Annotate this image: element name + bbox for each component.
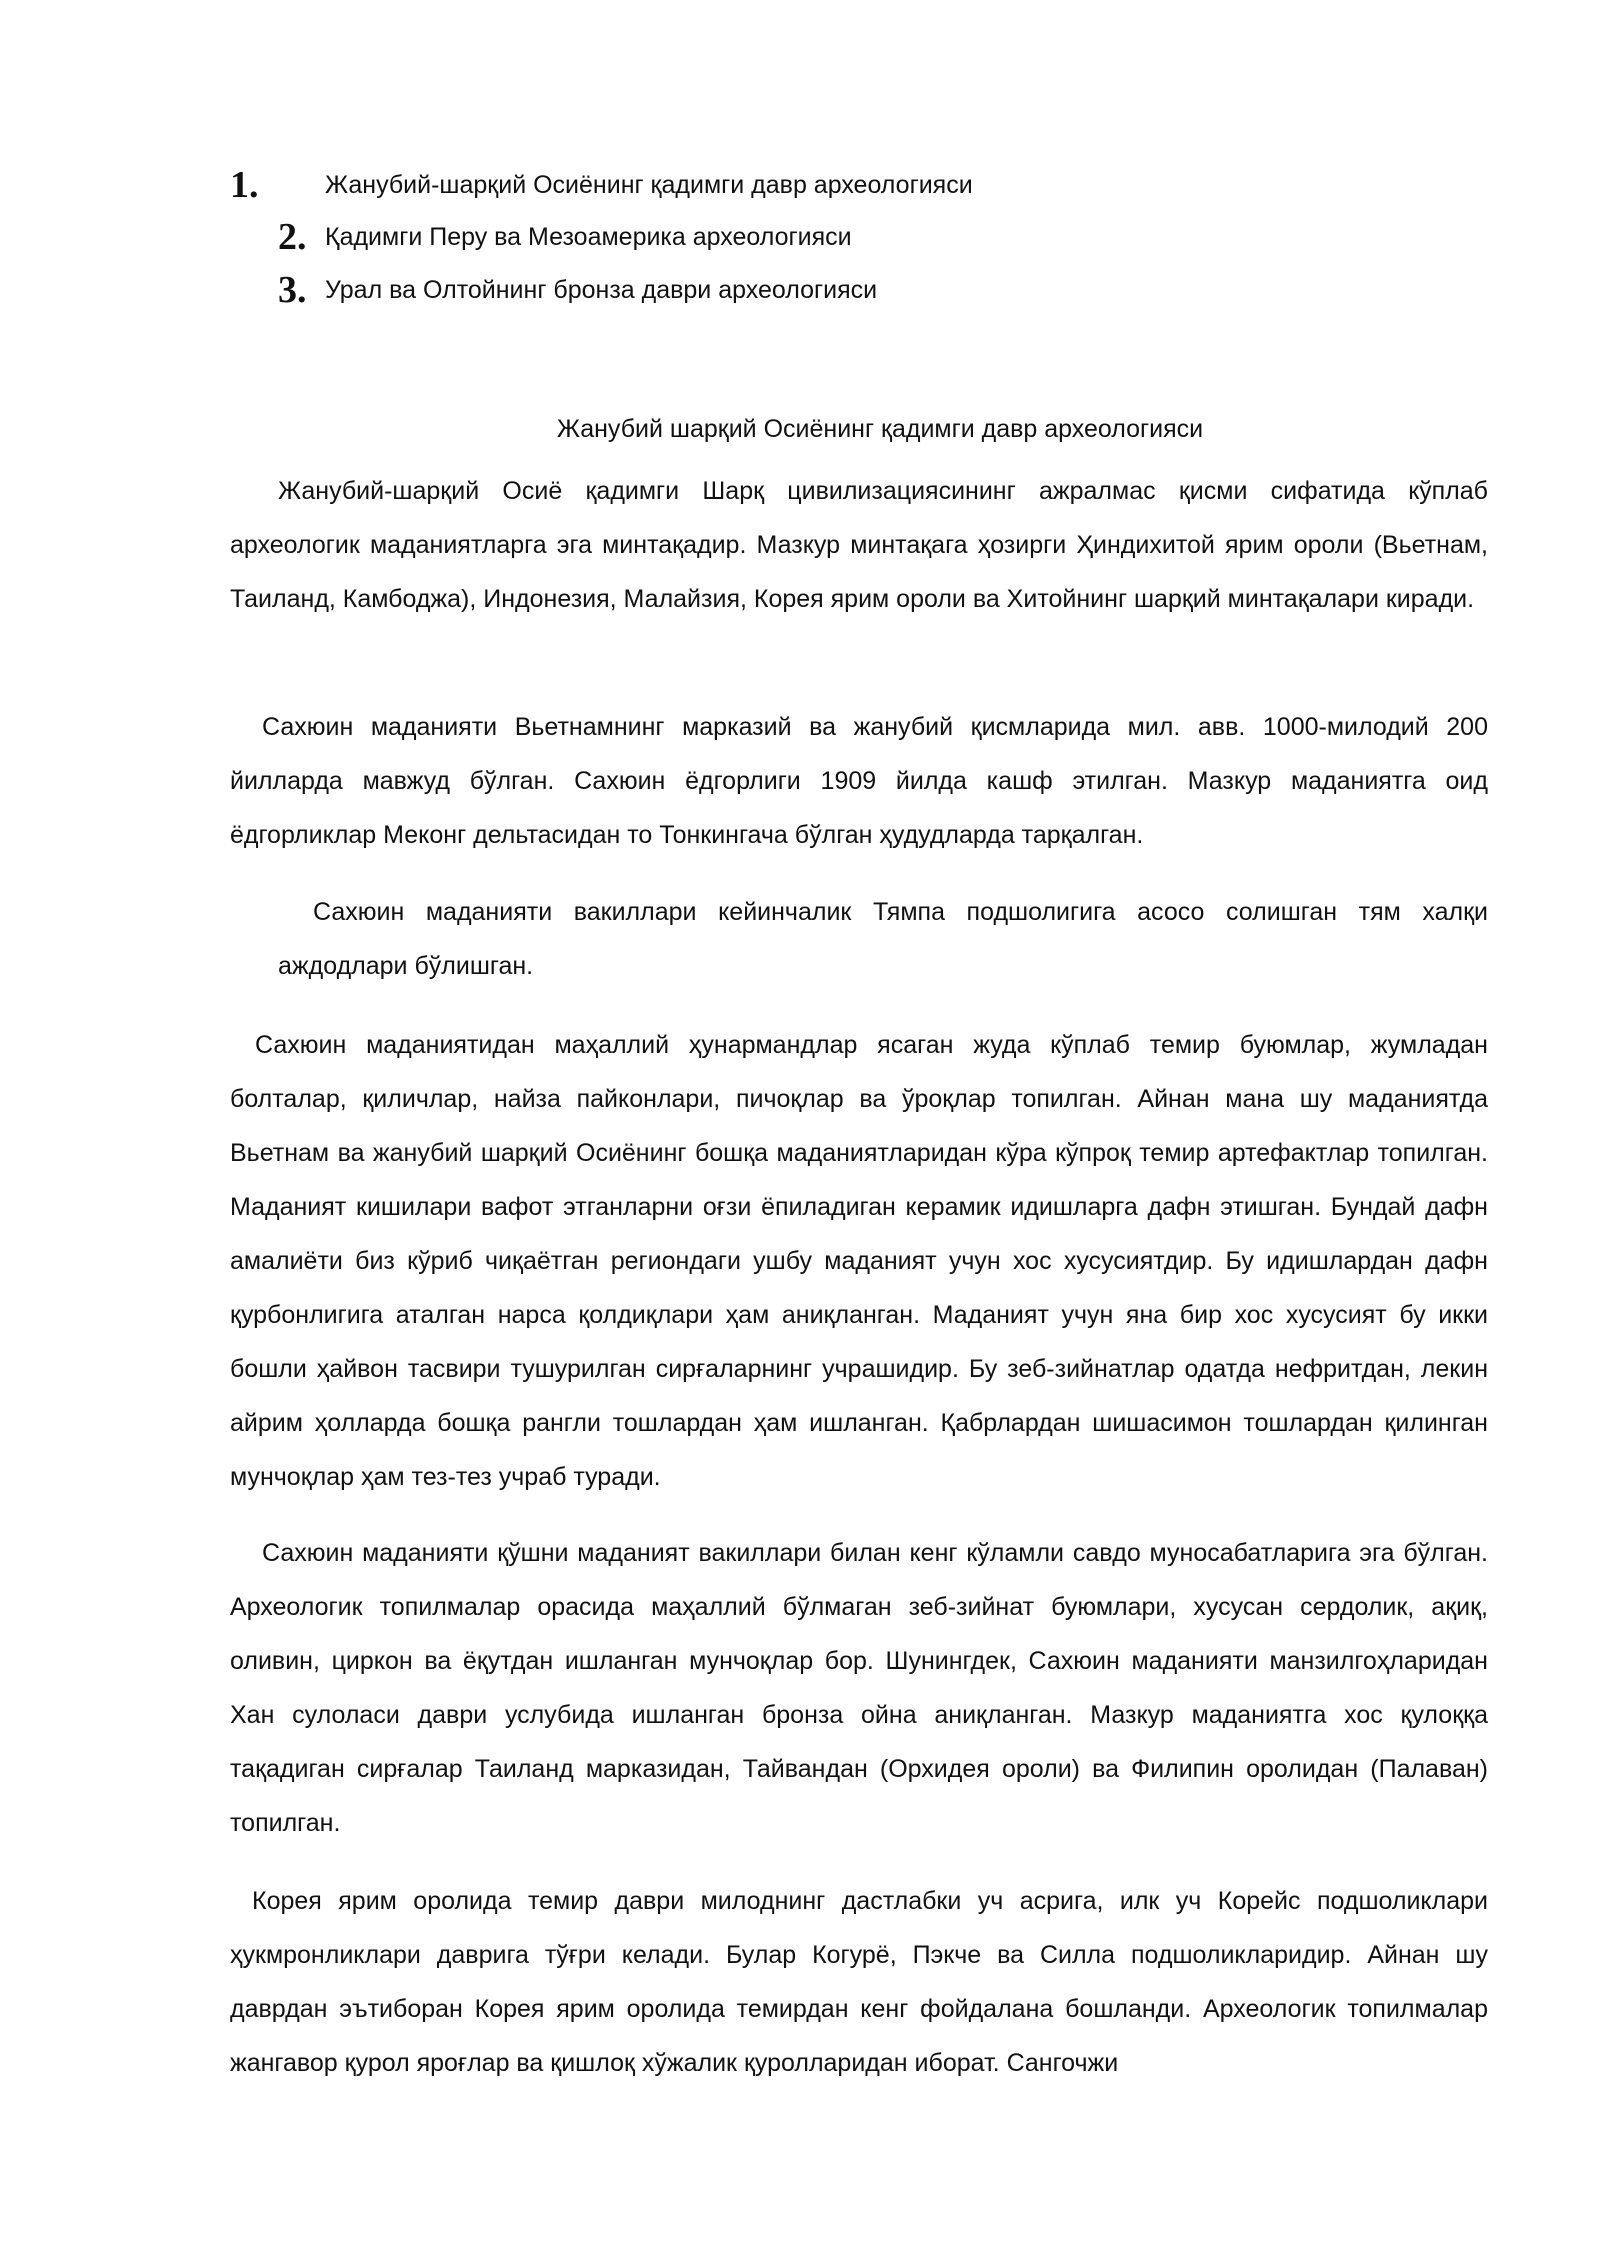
paragraph: Жанубий-шарқий Осиё қадимги Шарқ цивилизациясининг ажралмас қисми сифатида кўплаб археологик маданиятларга эга минтақадир. Мазкур минтақага ҳозирги Ҳиндихитой ярим ороли (Вьетнам, Таиланд, Камбоджа), Индонезия, Малайзия, Корея ярим ороли ва Хитойнинг шарқий минтақалари киради. [230, 477, 1488, 613]
paragraph: Корея ярим оролида темир даври милоднинг дастлабки уч асрига, илк уч Корейс подшоликлари ҳукмронликлари даврига тўғри келади. Булар Когурё, Пэкче ва Силла подшоликларидир. Айнан шу даврдан эътиборан Корея ярим оролида темирдан кенг фойдалана бошланди. Археологик топилмалар жангавор қурол яроғлар ва қишлоқ хўжалик қуролларидан иборат. Сангочжи [230, 1887, 1488, 2077]
paragraph: Сахюин маданияти қўшни маданият вакиллари билан кенг кўламли савдо муносабатларига эга бўлган. Археологик топилмалар орасида маҳаллий бўлмаган зеб-зийнат буюмлари, хусусан сердолик, ақиқ, оливин, циркон ва ёқутдан ишланган мунчоқлар бор. Шунингдек, Сахюин маданияти манзилгоҳларидан Хан сулоласи даври услубида ишланган бронза ойна аниқланган. Мазкур маданиятга хос қулоққа тақадиган сирғалар Таиланд марказидан, Тайвандан (Орхидея ороли) ва Филипин оролидан (Палаван) топилган. [230, 1539, 1488, 1837]
outline-number: 2. [278, 216, 307, 258]
section-title: Жанубий шарқий Осиёнинг қадимги давр археологияси [556, 415, 1204, 443]
outline-text: Жанубий-шарқий Осиёнинг қадимги давр археологияси [325, 171, 973, 199]
outline-text: Урал ва Олтойнинг бронза даври археологияси [325, 276, 878, 304]
paragraph: Сахюин маданияти Вьетнамнинг марказий ва жанубий қисмларида мил. авв. 1000-милодий 200 йилларда мавжуд бўлган. Сахюин ёдгорлиги 1909 йилда кашф этилган. Мазкур маданиятга оид ёдгорликлар Меконг дельтасидан то Тонкингача бўлган ҳудудларда тарқалган. [230, 713, 1488, 849]
outline-number: 3. [278, 269, 307, 311]
outline-text: Қадимги Перу ва Мезоамерика археологияси [325, 223, 852, 251]
outline-number: 1. [230, 164, 259, 206]
paragraph: Сахюин маданияти вакиллари кейинчалик Тямпа подшолигига асосо солишган тям халқи аждодлари бўлишган. [278, 898, 1488, 980]
paragraph: Сахюин маданиятидан маҳаллий ҳунармандлар ясаган жуда кўплаб темир буюмлар, жумладан болталар, қиличлар, найза пайконлари, пичоқлар ва ўроқлар топилган. Айнан мана шу маданиятда Вьетнам ва жанубий шарқий Осиёнинг бошқа маданиятларидан кўра кўпроқ темир артефактлар топилган. Маданият кишилари вафот этганларни оғзи ёпиладиган керамик идишларга дафн этишган. Бундай дафн амалиёти биз кўриб чиқаётган региондаги ушбу маданият учун хос хусусиятдир. Бу идишлардан дафн қурбонлигига аталган нарса қолдиқлари ҳам аниқланган. Маданият учун яна бир хос хусусият бу икки бошли ҳайвон тасвири тушурилган сирғаларнинг учрашидир. Бу зеб-зийнатлар одатда нефритдан, лекин айрим ҳолларда бошқа рангли тошлардан ҳам ишланган. Қабрлардан шишасимон тошлардан қилинган мунчоқлар ҳам тез-тез учраб туради. [230, 1031, 1488, 1491]
